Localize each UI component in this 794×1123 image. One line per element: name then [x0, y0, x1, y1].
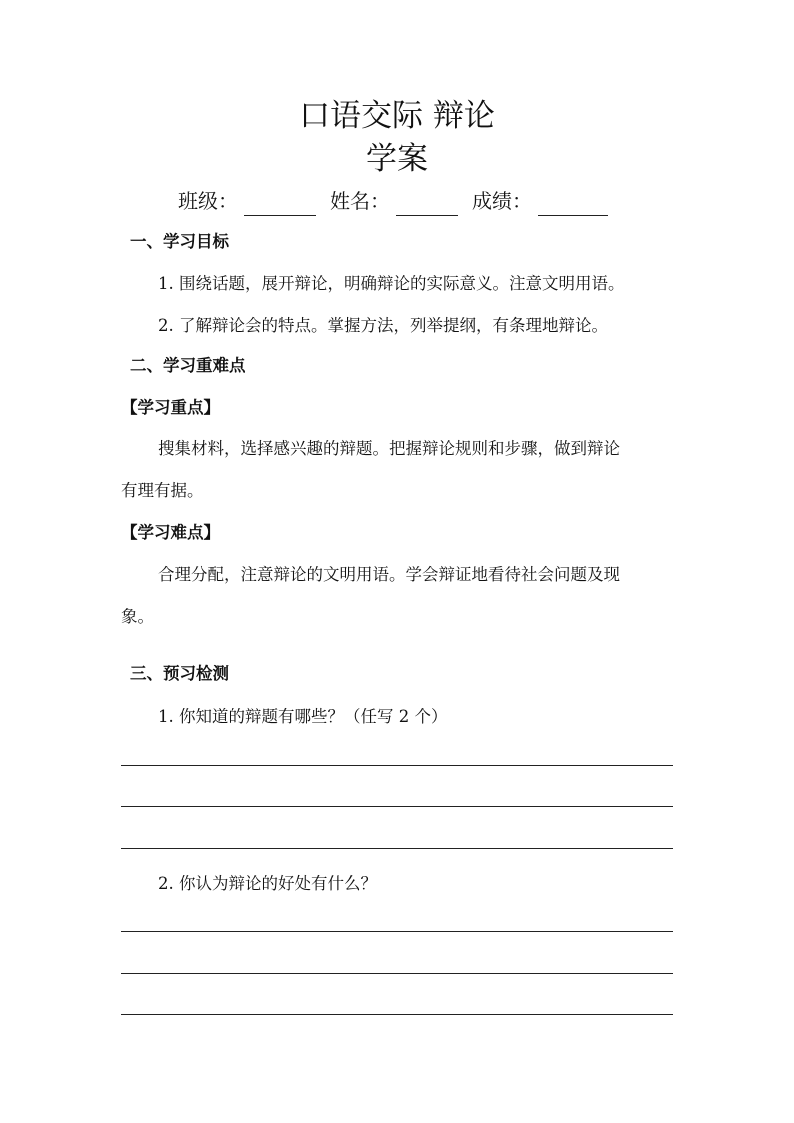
section-heading-objectives: 一、学习目标	[130, 232, 229, 251]
difficulty-text-line1: 合理分配，注意辩论的文明用语。学会辩证地看待社会问题及现	[158, 565, 620, 584]
answer-line[interactable]	[121, 806, 673, 807]
objective-item-2: 2. 了解辩论会的特点。掌握方法，列举提纲，有条理地辩论。	[158, 316, 608, 335]
question-1: 1. 你知道的辩题有哪些？（任写 2 个）	[158, 707, 448, 726]
student-info-row	[178, 186, 622, 216]
key-point-heading: 【学习重点】	[121, 398, 220, 417]
answer-line[interactable]	[121, 765, 673, 766]
name-blank[interactable]	[396, 193, 458, 216]
answer-line[interactable]	[121, 973, 673, 974]
class-blank[interactable]	[244, 193, 316, 216]
question-2: 2. 你认为辩论的好处有什么？	[158, 874, 377, 893]
answer-line[interactable]	[121, 931, 673, 932]
score-label: 成绩：	[472, 189, 532, 213]
objective-item-1: 1. 围绕话题，展开辩论，明确辩论的实际意义。注意文明用语。	[158, 274, 625, 293]
difficulty-heading: 【学习难点】	[121, 523, 220, 542]
class-label: 班级：	[178, 189, 238, 213]
page-title: 口语交际 辩论	[299, 98, 495, 134]
key-point-text-line1: 搜集材料，选择感兴趣的辩题。把握辩论规则和步骤，做到辩论	[158, 439, 620, 458]
score-blank[interactable]	[538, 193, 608, 216]
difficulty-text-line2: 象。	[121, 607, 154, 626]
answer-line[interactable]	[121, 848, 673, 849]
section-heading-key-points: 二、学习重难点	[130, 356, 246, 375]
page-subtitle: 学案	[366, 141, 428, 177]
key-point-text-line2: 有理有据。	[121, 481, 204, 500]
name-label: 姓名：	[330, 189, 390, 213]
answer-line[interactable]	[121, 1014, 673, 1015]
section-heading-preview: 三、预习检测	[130, 664, 229, 683]
